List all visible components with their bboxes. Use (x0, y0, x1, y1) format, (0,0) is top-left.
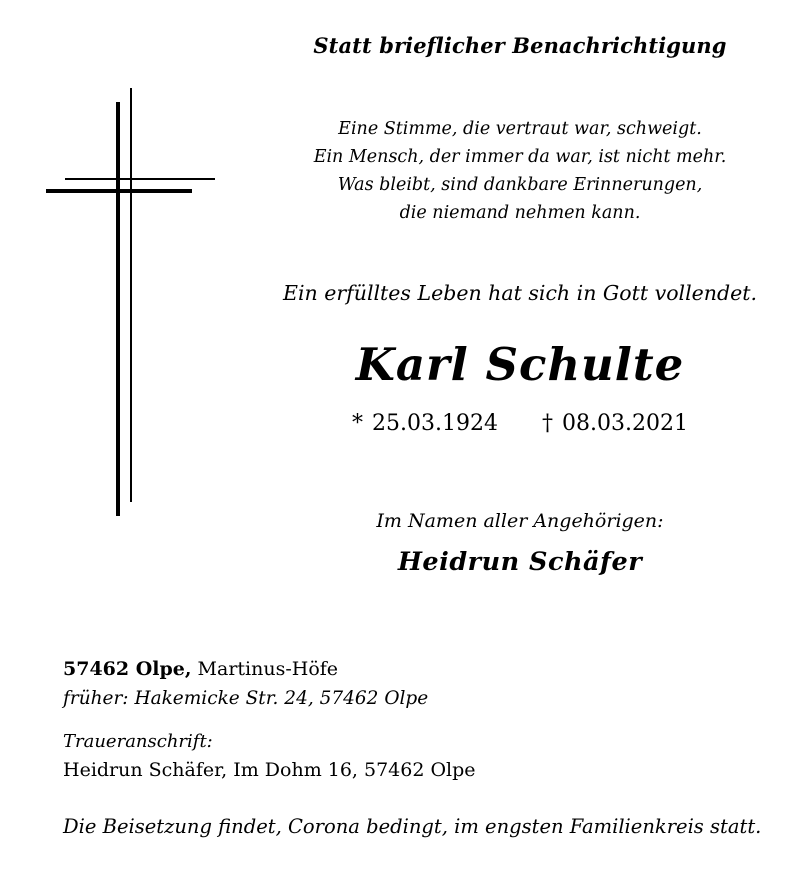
tagline: Ein erfülltes Leben hat sich in Gott vollendet. (282, 281, 758, 305)
former-address-line (63, 688, 763, 709)
signoff-text: Im Namen aller Angehörigen: (376, 510, 664, 532)
notice-header: Statt brieflicher Benachrichtigung (313, 33, 727, 58)
former-address-label: früher: (63, 688, 129, 709)
address-city: 57462 Olpe, (63, 658, 192, 680)
poem-line: Ein Mensch, der immer da war, ist nicht mehr. (313, 147, 727, 167)
cross-icon (0, 0, 260, 560)
cross-horizontal-bar (46, 189, 192, 193)
cross-vertical-thin-bar (130, 88, 132, 502)
deceased-name: Karl Schulte (355, 338, 685, 391)
poem (300, 115, 740, 227)
death-date: † 08.03.2021 (542, 411, 688, 436)
life-dates (300, 411, 740, 436)
former-address: Hakemicke Str. 24, 57462 Olpe (134, 688, 429, 709)
poem-line: die niemand nehmen kann. (399, 203, 641, 223)
cross-horizontal-thin-bar (65, 178, 215, 180)
address-place: Martinus-Höfe (197, 658, 339, 680)
address-line (63, 658, 763, 680)
poem-line: Eine Stimme, die vertraut war, schweigt. (338, 119, 702, 139)
cross-vertical-bar (116, 102, 120, 516)
poem-line: Was bleibt, sind dankbare Erinnerungen, (337, 175, 703, 195)
mourning-address-label: Traueranschrift: (63, 731, 213, 752)
mourning-address: Heidrun Schäfer, Im Dohm 16, 57462 Olpe (63, 759, 476, 781)
signer-name: Heidrun Schäfer (397, 547, 643, 577)
burial-note: Die Beisetzung findet, Corona bedingt, im engsten Familienkreis statt. (63, 815, 762, 838)
birth-date: * 25.03.1924 (352, 411, 498, 436)
